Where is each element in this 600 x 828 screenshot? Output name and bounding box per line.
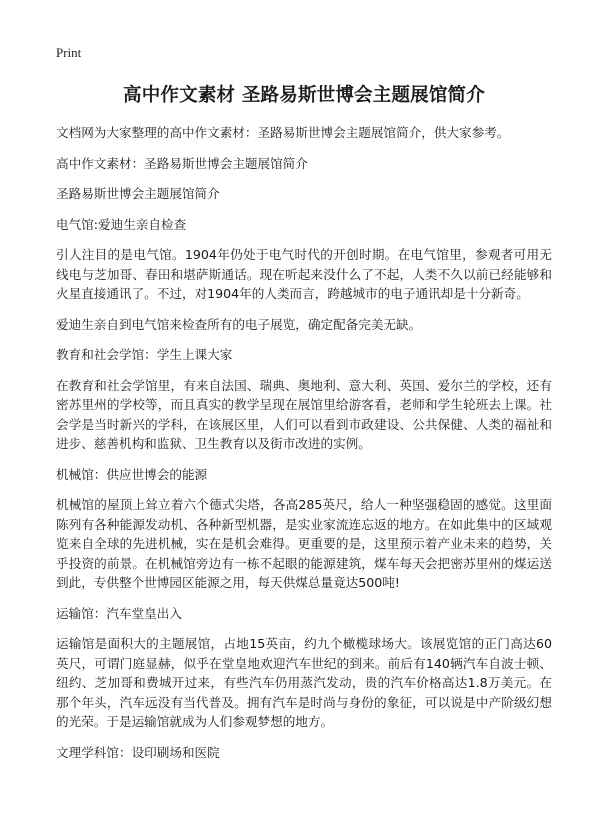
section-heading-machinery: 机械馆：供应世博会的能源	[56, 466, 208, 482]
intro-paragraph: 文档网为大家整理的高中作文素材：圣路易斯世博会主题展馆简介，供大家参考。	[56, 125, 510, 140]
document-title: 高中作文素材 圣路易斯世博会主题展馆简介	[123, 85, 485, 106]
paragraph-machinery: 机械馆的屋顶上耸立着六个德式尖塔，各高285英尺，给人一种坚强稳固的感觉。这里面陈列有各种能源发动机、各种新型机器，是实业家流连忘返的地方。在如此集中的区域观览来自全球的先进机械，实在是机会难得。更重要的是，这里预示着产业未来的趋势，关乎投资的前景。在机械馆旁边有一栋不起眼的能源建筑，煤车每天会把密苏里州的煤运送到此，专供整个世博园区能源之用，每天供煤总量竟达500吨!	[56, 497, 552, 590]
paragraph-edison: 爱迪生亲自到电气馆来检查所有的电子展览，确定配备完美无缺。	[56, 316, 422, 332]
section-heading-electric: 电气馆:爱迪生亲自检查	[56, 216, 187, 232]
section-heading-education: 教育和社会学馆：学生上课大家	[56, 347, 233, 362]
subtitle-line: 高中作文素材：圣路易斯世博会主题展馆简介	[56, 155, 308, 171]
section-heading-liberal-arts: 文理学科馆：设印刷场和医院	[56, 744, 220, 760]
paragraph-transport: 运输馆是面积大的主题展馆，占地15英亩，约九个橄榄球场大。该展览馆的正门高达60英尺，可谓门庭显赫，似乎在堂皇地欢迎汽车世纪的到来。前后有140辆汽车自波士顿、纽约、芝加哥和费城开过来，有些汽车仍用蒸汽发动，贵的汽车价格高达1.8万美元。在那个年头，汽车远没有当代普及。拥有汽车是时尚与身份的象征，可以说是中产阶级幻想的光荣。于是运输馆就成为人们参观梦想的地方。	[56, 636, 552, 729]
print-link[interactable]: Print	[56, 45, 82, 60]
section-heading: 圣路易斯世博会主题展馆简介	[56, 186, 220, 201]
section-heading-transport: 运输馆：汽车堂皇出入	[56, 605, 182, 621]
paragraph-education: 在教育和社会学馆里，有来自法国、瑞典、奥地利、意大利、英国、爱尔兰的学校，还有密苏里州的学校等，而且真实的教学呈现在展馆里给游客看，老师和学生轮班去上课。社会学是当时新兴的学科，在该展区里，人们可以看到市政建设、公共保健、人类的福祉和进步、慈善机构和监狱、卫生教育以及街市改进的实例。	[56, 377, 552, 451]
paragraph-electric: 引人注目的是电气馆。1904年仍处于电气时代的开创时期。在电气馆里，参观者可用无线电与芝加哥、春田和堪萨斯通话。现在听起来没什么了不起，人类不久以前已经能够和火星直接通讯了。不过，对1904年的人类而言，跨越城市的电子通讯却是十分新奇。	[56, 247, 552, 301]
